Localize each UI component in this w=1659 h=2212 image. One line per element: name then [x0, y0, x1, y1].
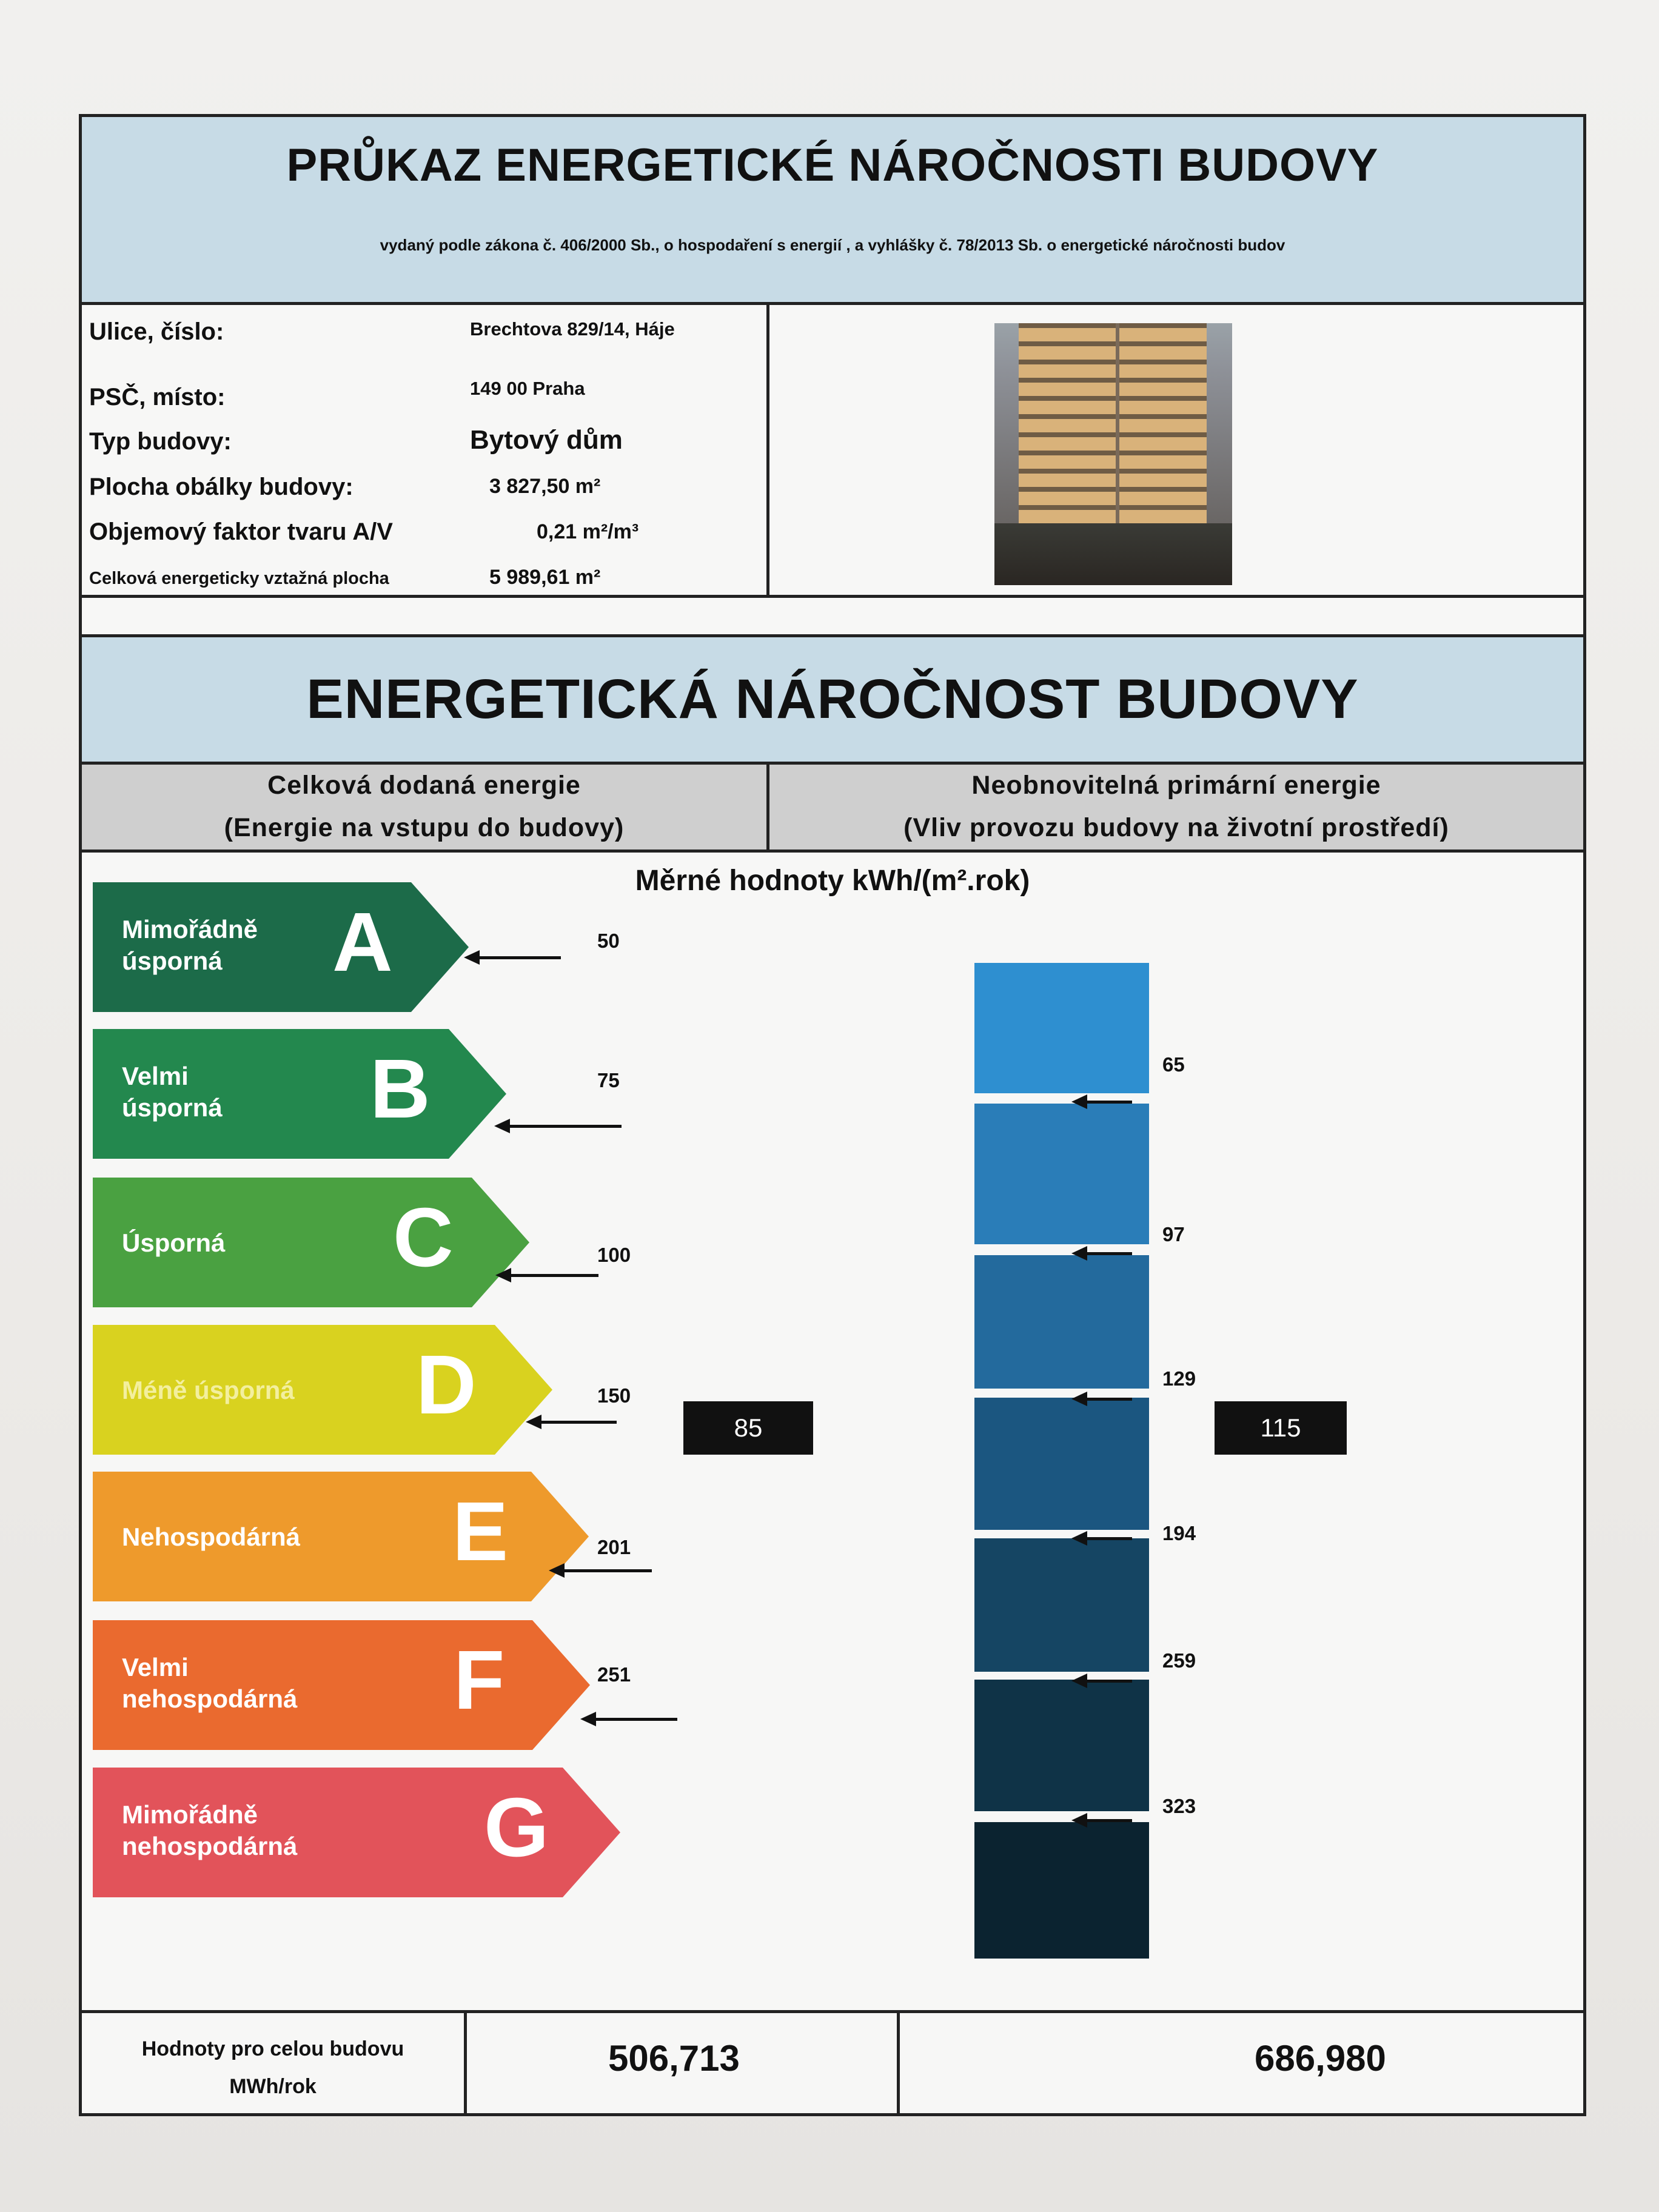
energy-class-a [93, 882, 469, 1012]
envelope-area-value: 3 827,50 m² [489, 475, 601, 498]
primary-limit-arrow [1071, 1813, 1132, 1828]
primary-scale-segment [974, 1398, 1149, 1530]
delivered-limit-arrow [580, 1712, 677, 1726]
delivered-limit-arrow [526, 1415, 617, 1429]
primary-limit-label: 129 [1162, 1367, 1196, 1390]
energy-class-letter: B [370, 1042, 431, 1136]
energy-class-f [93, 1620, 590, 1750]
energy-class-name: Úsporná [122, 1228, 226, 1257]
primary-limit-label: 97 [1162, 1223, 1185, 1245]
energy-class-letter: F [454, 1634, 505, 1727]
building-type-value: Bytový dům [470, 425, 623, 455]
delivered-limit-arrow [495, 1268, 598, 1282]
delivered-limit-arrow [494, 1119, 622, 1133]
certificate-subtitle: vydaný podle zákona č. 406/2000 Sb., o hospodaření s energií , a vyhlášky č. 78/2013 Sb. o energetické náročnosti budov [380, 236, 1285, 254]
primary-scale-segment [974, 1538, 1149, 1672]
primary-limit-arrow [1071, 1246, 1132, 1261]
primary-scale-segment [974, 963, 1149, 1093]
primary-energy-badge [1215, 1401, 1347, 1455]
primary-scale-segment [974, 1680, 1149, 1811]
info-divider [766, 305, 769, 595]
primary-scale-segment [974, 1822, 1149, 1959]
building-photo [994, 323, 1232, 585]
envelope-area-label: Plocha obálky budovy: [89, 474, 354, 500]
reference-area-label: Celková energeticky vztažná plocha [89, 569, 389, 588]
shape-factor-value: 0,21 m²/m³ [537, 520, 639, 543]
delivered-limit-arrow [464, 950, 561, 965]
city-value: 149 00 Praha [470, 378, 585, 399]
certificate-header [82, 117, 1583, 305]
energy-class-name: Mimořádně úsporná [122, 915, 258, 975]
totals-row [82, 2010, 1583, 2116]
rating-subheader [82, 765, 1583, 853]
primary-total-value: 686,980 [1255, 2038, 1386, 2079]
energy-class-letter: E [452, 1485, 509, 1578]
delivered-limit-label: 251 [597, 1663, 631, 1686]
delivered-energy-heading: Celková dodaná energie [267, 771, 581, 800]
certificate-title: PRŮKAZ ENERGETICKÉ NÁROČNOSTI BUDOVY [286, 139, 1379, 191]
energy-class-g [93, 1768, 620, 1897]
delivered-limit-label: 75 [597, 1069, 620, 1091]
energy-class-d [93, 1325, 552, 1455]
primary-scale-segment [974, 1255, 1149, 1389]
building-type-label: Typ budovy: [89, 428, 232, 455]
delivered-limit-label: 150 [597, 1384, 631, 1407]
rating-header [82, 637, 1583, 765]
primary-limit-arrow [1071, 1531, 1132, 1546]
energy-class-letter: C [393, 1191, 454, 1284]
primary-limit-arrow [1071, 1674, 1132, 1688]
delivered-energy-subheading: (Energie na vstupu do budovy) [224, 813, 625, 842]
energy-class-name: Nehospodárná [122, 1523, 301, 1551]
totals-label-line1: Hodnoty pro celou budovu [141, 2037, 404, 2060]
primary-limit-label: 65 [1162, 1053, 1185, 1076]
primary-limit-label: 259 [1162, 1649, 1196, 1672]
energy-class-letter: A [332, 896, 393, 989]
energy-class-name: Mimořádně nehospodárná [122, 1800, 298, 1860]
primary-scale-segment [974, 1104, 1149, 1244]
energy-class-c [93, 1178, 529, 1307]
primary-limit-arrow [1071, 1392, 1132, 1406]
energy-class-name: Méně úsporná [122, 1376, 295, 1404]
rating-title: ENERGETICKÁ NÁROČNOST BUDOVY [306, 668, 1359, 730]
street-label: Ulice, číslo: [89, 318, 224, 345]
delivered-limit-label: 201 [597, 1536, 631, 1558]
street-value: Brechtova 829/14, Háje [470, 318, 675, 340]
energy-class-name: Velmi úsporná [122, 1062, 223, 1122]
energy-certificate [79, 114, 1586, 2116]
delivered-total-value: 506,713 [608, 2038, 740, 2079]
shape-factor-label: Objemový faktor tvaru A/V [89, 518, 393, 545]
primary-limit-arrow [1071, 1094, 1132, 1109]
building-info [82, 305, 1583, 598]
energy-class-name: Velmi nehospodárná [122, 1653, 298, 1713]
energy-class-letter: G [484, 1781, 549, 1874]
delivered-limit-label: 50 [597, 930, 620, 952]
primary-energy-value: 115 [1260, 1413, 1301, 1442]
primary-limit-label: 194 [1162, 1522, 1196, 1544]
energy-class-b [93, 1029, 506, 1159]
primary-energy-subheading: (Vliv provozu budovy na životní prostředí) [903, 813, 1449, 842]
delivered-energy-value: 85 [734, 1413, 763, 1442]
totals-label-unit: MWh/rok [229, 2075, 317, 2098]
units-label: Měrné hodnoty kWh/(m².rok) [635, 865, 1030, 897]
primary-limit-label: 323 [1162, 1795, 1196, 1817]
delivered-limit-arrow [549, 1563, 652, 1578]
energy-class-e [93, 1472, 589, 1601]
delivered-limit-label: 100 [597, 1244, 631, 1266]
city-label: PSČ, místo: [89, 384, 226, 411]
primary-energy-heading: Neobnovitelná primární energie [971, 771, 1381, 800]
totals-label [82, 2030, 464, 2105]
delivered-energy-badge [683, 1401, 813, 1455]
spacer-row [82, 598, 1583, 637]
reference-area-value: 5 989,61 m² [489, 566, 601, 589]
energy-class-letter: D [416, 1338, 477, 1432]
